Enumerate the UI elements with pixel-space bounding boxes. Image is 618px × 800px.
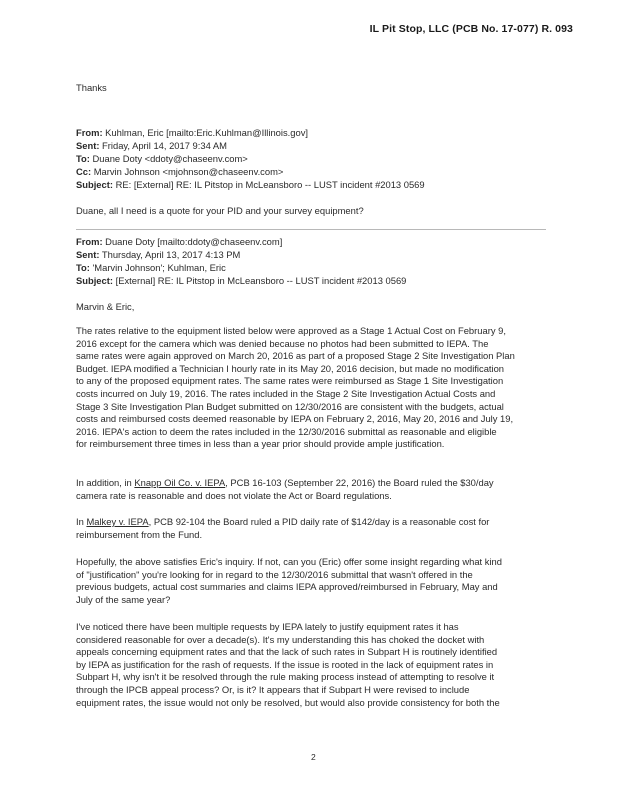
paragraph-knapp: In addition, in Knapp Oil Co. v. IEPA, PCB 16-103 (September 22, 2016) the Board ruled the $30/day camera rate is reasonable and does not violate the Act or Board regulations. <box>76 477 494 501</box>
case-citation-knapp: Knapp Oil Co. v. IEPA <box>134 477 226 488</box>
email2-greeting: Marvin & Eric, <box>76 301 135 312</box>
email1-to: To: Duane Doty <ddoty@chaseenv.com> <box>76 153 248 164</box>
case-citation-malkey: Malkey v. IEPA <box>86 516 149 527</box>
thanks-line: Thanks <box>76 82 107 93</box>
exhibit-stamp: IL Pit Stop, LLC (PCB No. 17-077) R. 093 <box>369 23 573 35</box>
email2-from: From: Duane Doty [mailto:ddoty@chaseenv.com] <box>76 236 283 247</box>
email2-to: To: 'Marvin Johnson'; Kuhlman, Eric <box>76 262 226 273</box>
email1-sent: Sent: Friday, April 14, 2017 9:34 AM <box>76 140 227 151</box>
email1-cc: Cc: Marvin Johnson <mjohnson@chaseenv.com> <box>76 166 284 177</box>
email1-subject: Subject: RE: [External] RE: IL Pitstop in McLeansboro -- LUST incident #2013 0569 <box>76 179 425 190</box>
email1-from: From: Kuhlman, Eric [mailto:Eric.Kuhlman@Illinois.gov] <box>76 127 308 138</box>
page-number: 2 <box>311 752 316 762</box>
paragraph-malkey: In Malkey v. IEPA, PCB 92-104 the Board ruled a PID daily rate of $142/day is a reasonable cost for reimbursement from the Fund. <box>76 516 490 540</box>
email2-sent: Sent: Thursday, April 13, 2017 4:13 PM <box>76 249 241 260</box>
email-divider <box>76 229 546 230</box>
email2-subject: Subject: [External] RE: IL Pitstop in McLeansboro -- LUST incident #2013 0569 <box>76 275 407 286</box>
email1-body: Duane, all I need is a quote for your PID and your survey equipment? <box>76 205 364 216</box>
paragraph-rates: The rates relative to the equipment listed below were approved as a Stage 1 Actual Cost on February 9, 2016 except for the camera which was denied because no photos had been submitted to IEPA. The same rates were again approved on March 20, 2016 as part of a proposed Stage 2 Site Investigation Plan Budget. IEPA modified a Technician I hourly rate in its May 20, 2016 decision, but made no modification to any of the proposed equipment rates. The same rates were reimbursed as Stage 1 Site Investigation costs incurred on July 19, 2016. The rates included in the Stage 2 Site Investigation Actual Costs and Stage 3 Site Investigation Plan Budget submitted on 12/30/2016 are consistent with the budgets, actual costs and reimbursed costs deemed reasonable by IEPA on February 2, 2016, May 20, 2016 and July 19, 2016. IEPA's action to deem the rates included in the 12/30/2016 submittal as reasonable and eligible for reimbursement three times in less than a year prior should provide ample justification. <box>76 325 515 450</box>
paragraph-subpart-h: I've noticed there have been multiple requests by IEPA lately to justify equipment rates it has considered reasonable for over a decade(s). It's my understanding this has choked the docket with appeals concerning equipment rates and that the lack of such rates in Subpart H is routinely identified by IEPA as justification for the rash of requests. If the issue is rooted in the lack of equipment rates in Subpart H, why isn't it be resolved through the rule making process instead of attempting to resolve it through the IPCB appeal process? Or, is it? It appears that if Subpart H were revised to include equipment rates, the issue would not only be resolved, but would also provide consistency for both the <box>76 621 500 708</box>
paragraph-inquiry: Hopefully, the above satisfies Eric's inquiry. If not, can you (Eric) offer some insight regarding what kind of "justification" you're looking for in regard to the 12/30/2016 submittal that wasn't offered in the previous budgets, actual cost summaries and claims IEPA approved/reimbursed in February, May and July of the same year? <box>76 556 502 605</box>
